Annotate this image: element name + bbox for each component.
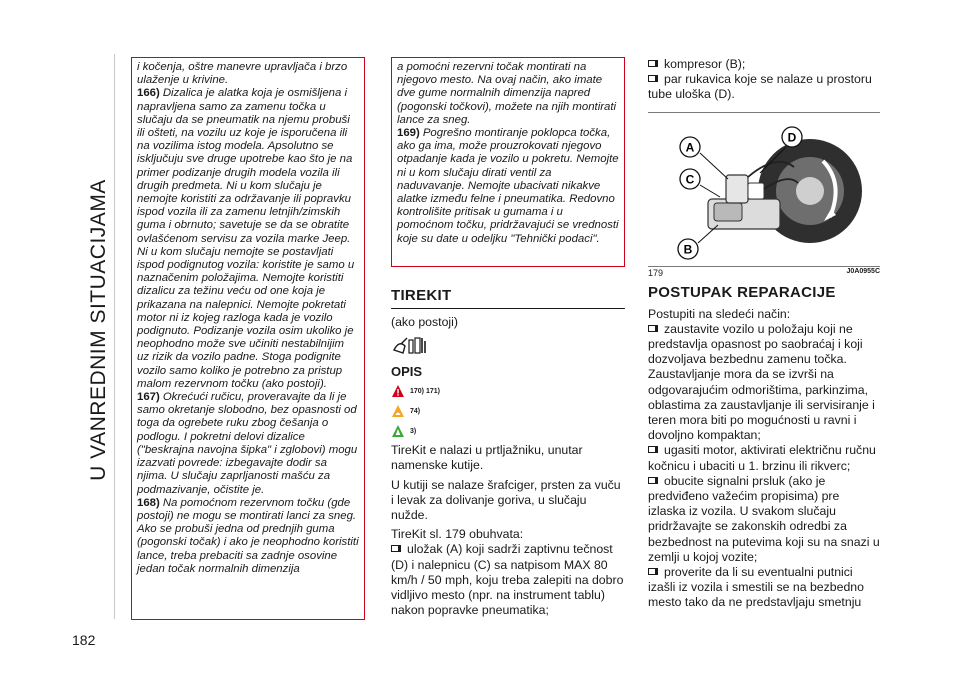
bullet-marker-icon [648,60,658,67]
svg-text:C: C [685,172,695,187]
warning-refs: 74) [410,407,421,415]
list-item: kompresor (B); [648,57,880,72]
warning-item-166: 166) Dizalica je alatka koja je osmišljena i napravljena samo za zamenu točka u slučaju da se pneumatik na njemu probuši ili ošteti, na vozilu uz koje je isporučena ili na vozilima istog modela. Apsolutno se isključuju sve druge upotrebe kao što je na primer podizanje drugih modela vozila ili drugih predmeta. Ni u kom slučaju je nemojte koristiti za održavanje ili popravku ispod vozila ili za zamenu letnjih/zimskih guma i obrnuto; savetuje se da se obratite ovlašćenom servisu za vozila marke Jeep. Ni u kom slučaju nemojte se postavljati ispod podignutog vozila: koristite je samo u naznačenim položajima. Nemojte koristiti dizalicu za težinu veću od one koja je prikazana na nalepnici. Nemojte pokretati motor ni iz kojeg razloga kada je vozilo podignuto. Podizanje vozila osim ukoliko je neophodno može sve učiniti nestabilnijim uz rizik da vozilo padne. Stoga podignite vozilo samo koliko je potrebno za pristup malom rezervnom točku (ako postoji). [137,87,355,390]
list-item: ugasiti motor, aktivirati električnu ručnu kočnicu i ubaciti u 1. brzinu ili rikverc; [648,443,876,473]
list-item: obucite signalni prsluk (ako je predviđeno važećim propisima) pre izlaska iz vozila. U svakom slučaju pridržavajte se zakonskih odredbi za bezbednost na putevima koji su na snazi u zemlji u kojoj vozite; [648,473,880,564]
list-item: uložak (A) koji sadrži zaptivnu tečnost (D) i nalepnicu (C) sa natpisom MAX 80 km/h / 50 mph, koju treba zalepiti na dobro vidljivo mesto (npr. na instrument tablu) nakon popravke pneumatika; [391,542,624,618]
bullet-marker-icon [648,568,658,575]
tirekit-title: TIREKIT [391,287,625,309]
warning-box-middle [391,57,625,267]
page-number: 182 [72,632,96,648]
list-item: proverite da li su eventualni putnici izašli iz vozila i smestili se na bezbedno mesto tako da ne predstavljaju smetnju [648,565,864,610]
warning-item-168: 168) Na pomoćnom rezervnom točku (gde postoji) ne mogu se montirati lanci za sneg. Ako se probuši jedna od prednjih guma (pogonski točak) i ako je neophodno koristiti lance, treba prebaciti sa zadnje osovine jedan točak normalnih dimenzija [137,496,359,575]
section-side-title [84,50,114,610]
tirekit-optional-note: (ako postoji) [391,315,458,329]
list-item: par rukavica koje se nalaze u prostoru tube uloška (D). [648,72,872,102]
danger-triangle-icon [391,384,405,398]
label-c [680,169,700,189]
label-a [680,137,700,157]
bullet-marker-icon [648,446,658,453]
bullet-marker-icon [648,75,658,82]
bullet-marker-icon [648,477,658,484]
section-side-title-text: U VANREDNIM SITUACIJAMA [87,179,110,481]
environment-triangle-icon [391,424,405,438]
repair-title: POSTUPAK REPARACIJE [648,283,836,301]
label-d [782,127,802,147]
warning-ref-caution [391,403,625,419]
figure-code: J0A0955C [846,267,880,275]
opis-title: OPIS [391,364,423,380]
warning-item-167: 167) Okrećući ručicu, proveravajte da li je samo okretanje slobodno, bez opasnosti od toga da ogrebete ruku zbog češanja o podlogu. I pokretni delovi dizalice ("beskrajna navojna šipka" i zglobovi) mogu izazvati povrede: izbegavajte dodir sa njima. U slučaju zaprljanosti mašću za podmazivanje, očistite je. [137,391,358,496]
tirekit-paragraph: U kutiji se nalaze šrafciger, prsten za vuču i levak za dolivanje goriva, u slučaju nužde. [391,477,621,523]
warning-refs: 170) 171) [410,387,440,395]
warning-refs: 3) [410,427,417,435]
repair-intro: Postupiti na sledeći način: [648,306,791,321]
figure-caption [648,268,880,278]
bullet-marker-icon [391,545,401,552]
caution-triangle-icon [391,404,405,418]
warning-item-169: 169) Pogrešno montiranje poklopca točka, ako ga ima, može prouzrokovati njegovo otpadanje kada je vozilo u pokretu. Nemojte ni u kom slučaju dirati ventil za naduvavanje. Nemojte ubacivati nikakve alatke između felne i pneumatika. Redovno kontrolišite pritisak u gumama i u pomoćnom točku, pridržavajući se vrednosti koje su date u odeljku "Tehnički podaci". [397,127,619,245]
svg-text:B: B [683,242,693,257]
tirekit-paragraph: TireKit sl. 179 obuhvata: [391,527,524,542]
svg-text:D: D [787,130,797,145]
tirekit-figure [648,112,880,267]
tirekit-paragraph: TireKit e nalazi u prtljažniku, unutar namenske kutije. [391,443,583,473]
list-item: zaustavite vozilo u položaju koji ne predstavlja opasnost po saobraćaj i koji dozvoljava bezbednu zamenu točka. Zaustavljanje mora da se izvrši na odgovarajućim odmorištima, parkinzima, oblastima za zaustavljanje ili servisiranje i teren mora biti po mogućnosti u ravni i dovoljno kompaktan; [648,321,875,443]
side-divider [114,54,115,619]
tirekit-section [391,287,625,618]
tirekit-icon [391,336,625,356]
right-column [648,57,880,611]
warning-intro-continued: a pomoćni rezervni točak montirati na njegovo mesto. Na ovaj način, ako imate dve gume normalnih dimenzija napred (pogonski točkovi), možete na njih montirati lance za sneg. [397,61,617,126]
tirekit-illustration [648,113,880,268]
label-b [678,239,698,259]
warning-box-left [131,57,365,620]
svg-text:A: A [685,140,695,155]
bullet-marker-icon [648,325,658,332]
warning-intro: i kočenja, oštre manevre upravljača i brzo ulaženje u krivine. [137,61,348,87]
warning-ref-environment [391,423,625,439]
warning-ref-danger [391,383,625,399]
figure-number: 179 [648,267,664,278]
